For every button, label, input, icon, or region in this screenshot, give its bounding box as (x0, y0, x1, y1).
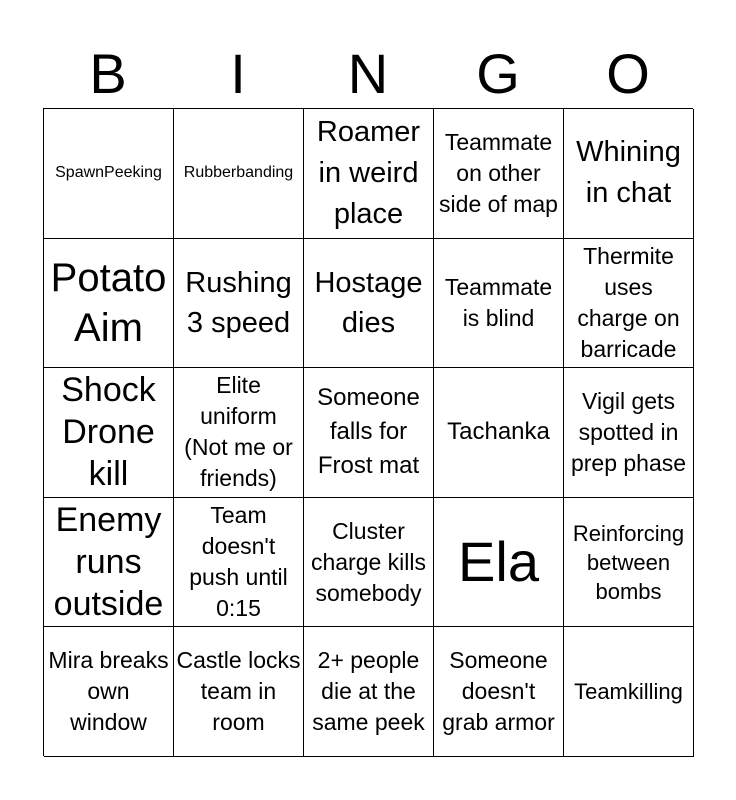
cell-text: Rushing 3 speed (185, 266, 292, 339)
bingo-cell[interactable] (304, 239, 434, 369)
cell-text: Teammate is blind (444, 273, 553, 331)
cell-text: Teamkilling (574, 679, 683, 705)
bingo-cell[interactable] (434, 627, 564, 757)
cell-text: Someone falls for Frost mat (317, 384, 420, 480)
bingo-cell[interactable] (434, 239, 564, 369)
cell-text: Castle locks team in room (176, 647, 301, 736)
bingo-cell[interactable] (44, 109, 174, 239)
header-letter-b: B (89, 42, 127, 105)
cell-text: Hostage dies (314, 266, 423, 339)
bingo-cell[interactable] (564, 368, 694, 498)
bingo-cell[interactable] (44, 368, 174, 498)
cell-text: Team doesn't push until 0:15 (189, 502, 288, 622)
bingo-cell[interactable] (434, 109, 564, 239)
cell-text: Roamer in weird place (316, 115, 421, 230)
bingo-cell[interactable] (174, 109, 304, 239)
cell-text: Enemy runs outside (53, 501, 164, 624)
bingo-header (43, 40, 693, 108)
cell-text: Teammate on other side of map (439, 128, 558, 217)
bingo-cell[interactable] (174, 368, 304, 498)
header-letter-o: O (606, 42, 650, 105)
bingo-cell[interactable] (564, 498, 694, 628)
cell-text: Shock Drone kill (61, 371, 156, 494)
bingo-cell[interactable] (174, 627, 304, 757)
bingo-cell[interactable] (434, 498, 564, 628)
cell-text: Thermite uses charge on barricade (577, 242, 680, 362)
cell-text: Reinforcing between bombs (572, 520, 685, 604)
bingo-cell[interactable] (304, 368, 434, 498)
bingo-cell[interactable] (304, 627, 434, 757)
bingo-cell[interactable] (174, 498, 304, 628)
cell-text: Potato Aim (50, 255, 167, 350)
cell-text: SpawnPeeking (55, 164, 162, 182)
bingo-cell[interactable] (304, 109, 434, 239)
header-letter-g: G (476, 42, 520, 105)
header-letter-n: N (347, 42, 389, 105)
cell-text: Cluster charge kills somebody (310, 517, 427, 606)
cell-text: Someone doesn't grab armor (442, 647, 555, 736)
bingo-cell[interactable] (564, 109, 694, 239)
cell-text: Ela (458, 530, 539, 594)
cell-text: Rubberbanding (183, 164, 294, 182)
cell-text: Tachanka (447, 418, 550, 446)
bingo-cell[interactable] (304, 498, 434, 628)
bingo-cell[interactable] (564, 627, 694, 757)
bingo-cell[interactable] (44, 498, 174, 628)
cell-text: Whining in chat (576, 136, 681, 210)
cell-text: 2+ people die at the same peek (312, 647, 425, 736)
cell-text: Mira breaks own window (48, 647, 169, 736)
bingo-cell[interactable] (44, 627, 174, 757)
bingo-cell[interactable] (44, 239, 174, 369)
bingo-card-grid (43, 108, 693, 756)
cell-text: Vigil gets spotted in prep phase (570, 387, 687, 476)
header-letter-i: I (230, 42, 246, 105)
bingo-cell[interactable] (174, 239, 304, 369)
bingo-cell[interactable] (564, 239, 694, 369)
cell-text: Elite uniform (Not me or friends) (184, 372, 293, 492)
bingo-cell[interactable] (434, 368, 564, 498)
